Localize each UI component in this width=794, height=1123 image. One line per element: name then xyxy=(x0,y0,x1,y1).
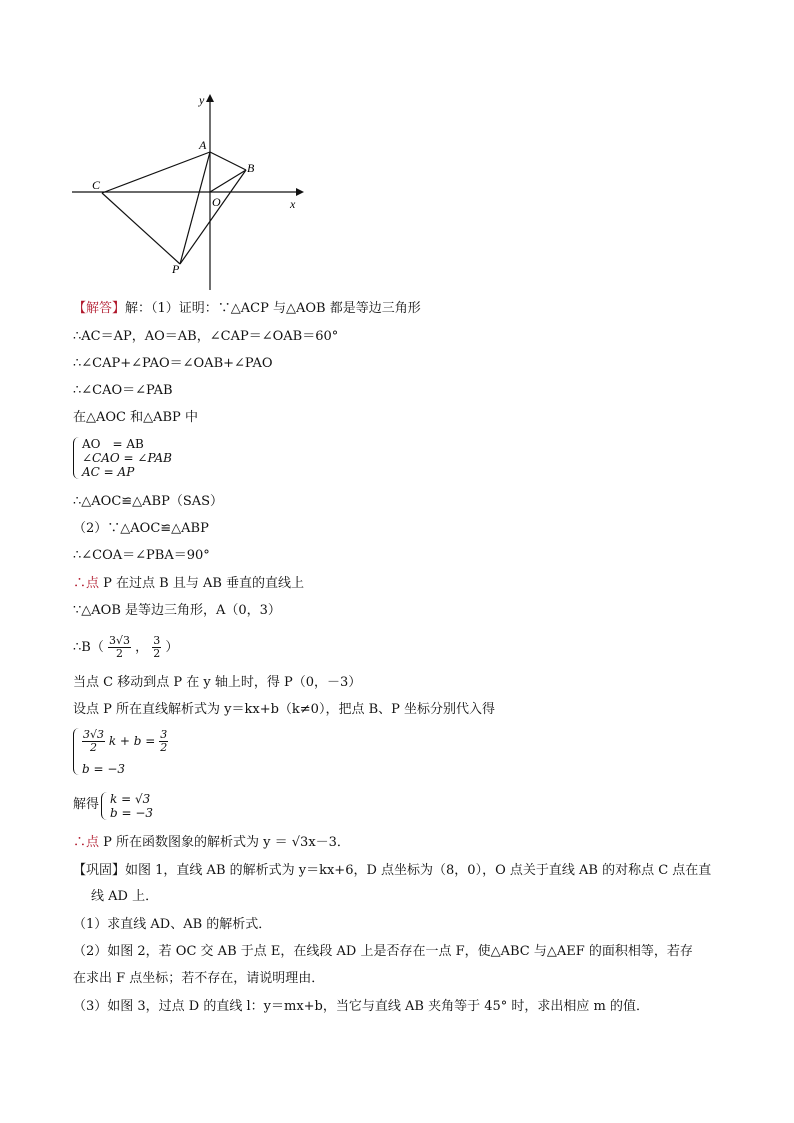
label-y: y xyxy=(199,93,205,107)
system-row: b = −3 xyxy=(110,806,154,820)
solution-line-3: ∴∠CAP+∠PAO＝∠OAB+∠PAO xyxy=(73,356,273,371)
solution-line-6: ∴△AOC≌△ABP（SAS） xyxy=(73,494,224,509)
solution-line-1-text: 解：（1）证明：∵△ACP 与△AOB 都是等边三角形 xyxy=(125,301,421,316)
question-2: （2）如图 2，若 OC 交 AB 于点 E，在线段 AD 上是否存在一点 F，使△ABC 与△AEF 的面积相等，若存 xyxy=(73,944,693,959)
segment-ap xyxy=(180,152,210,264)
fraction xyxy=(108,635,131,660)
point-b-suffix: ） xyxy=(165,640,179,655)
question-1: （1）求直线 AD、AB 的解析式． xyxy=(73,917,272,932)
system-row: AO = AB xyxy=(82,437,144,451)
solve-label: 解得 xyxy=(73,797,100,812)
brace xyxy=(101,792,110,820)
segment-ab xyxy=(210,152,246,170)
fraction-numerator: 3 xyxy=(153,634,161,647)
fraction xyxy=(82,729,105,754)
fraction-numerator: 3√3 xyxy=(108,634,130,647)
segment-pb xyxy=(180,170,246,264)
solution-line-2: ∴AC＝AP，AO＝AB，∠CAP＝∠OAB＝60° xyxy=(73,329,339,344)
solution-line-5: 在△AOC 和△ABP 中 xyxy=(73,410,198,425)
separator: ， xyxy=(135,640,149,655)
label-a: A xyxy=(199,138,207,152)
solution-line-15-text: P 所在函数图象的解析式为 y ＝ √3x－3． xyxy=(99,835,350,850)
fraction xyxy=(152,635,161,660)
brace xyxy=(73,728,82,775)
solution-line-7: （2）∵△AOC≌△ABP xyxy=(73,521,209,536)
fraction-denominator: 2 xyxy=(160,741,168,754)
fraction-denominator: 2 xyxy=(90,741,97,754)
therefore-point: ∴点 xyxy=(73,835,100,850)
x-axis-arrow xyxy=(296,188,304,196)
consolidate-heading: 【巩固】 xyxy=(73,863,126,878)
fraction-numerator: 3√3 xyxy=(83,728,105,741)
system-row: AC = AP xyxy=(82,465,135,479)
y-axis-arrow xyxy=(206,94,214,102)
solution-line-13: 设点 P 所在直线解析式为 y＝kx+b（k≠0），把点 B、P 坐标分别代入得 xyxy=(73,702,496,717)
system-row: ∠CAO = ∠PAB xyxy=(82,451,172,465)
question-3: （3）如图 3，过点 D 的直线 l：y＝mx+b，当它与直线 AB 夹角等于 45° 时，求出相应 m 的值． xyxy=(73,999,649,1014)
label-c: C xyxy=(92,178,101,192)
solution-line-11 xyxy=(73,632,178,664)
label-b: B xyxy=(247,161,255,175)
solution-line-4: ∴∠CAO＝∠PAB xyxy=(73,383,173,398)
segment-ob xyxy=(210,170,246,192)
solution-line-12: 当点 C 移动到点 P 在 y 轴上时，得 P（0，－3） xyxy=(73,675,362,690)
consolidate-line-1 xyxy=(73,862,711,880)
solution-line-15 xyxy=(73,834,350,852)
solution-heading: 【解答】 xyxy=(73,301,126,316)
system-row xyxy=(82,728,168,754)
point-b-prefix: ∴B（ xyxy=(73,640,104,655)
solution-line-9-text: P 在过点 B 且与 AB 垂直的直线上 xyxy=(99,576,305,591)
consolidate-line-2: 线 AD 上． xyxy=(91,889,159,904)
segment-cp xyxy=(102,193,180,264)
label-o: O xyxy=(212,195,221,209)
solution-line-8: ∴∠COA＝∠PBA＝90° xyxy=(73,548,210,563)
geometry-figure xyxy=(60,88,320,298)
system-row: k = √3 xyxy=(110,792,151,806)
equation-middle: k + b = xyxy=(108,734,156,748)
solution-line-10: ∵△AOB 是等边三角形，A（0，3） xyxy=(73,603,281,618)
label-x: x xyxy=(290,197,296,211)
solution-line-14 xyxy=(73,796,99,814)
brace xyxy=(73,437,82,479)
therefore-point: ∴点 xyxy=(73,576,100,591)
segment-ac xyxy=(102,152,210,193)
system-row: b = −3 xyxy=(82,762,126,776)
fraction xyxy=(159,729,168,754)
consolidate-text: 如图 1，直线 AB 的解析式为 y＝kx+6，D 点坐标为（8，0），O 点关于直线 AB 的对称点 C 点在直 xyxy=(125,863,712,878)
solution-line-9 xyxy=(73,575,304,593)
question-2-cont: 在求出 F 点坐标；若不存在，请说明理由． xyxy=(73,971,325,986)
fraction-denominator: 2 xyxy=(115,647,123,660)
label-p: P xyxy=(172,262,180,276)
fraction-numerator: 3 xyxy=(160,728,168,741)
solution-line-1 xyxy=(73,300,421,318)
fraction-denominator: 2 xyxy=(153,647,161,660)
